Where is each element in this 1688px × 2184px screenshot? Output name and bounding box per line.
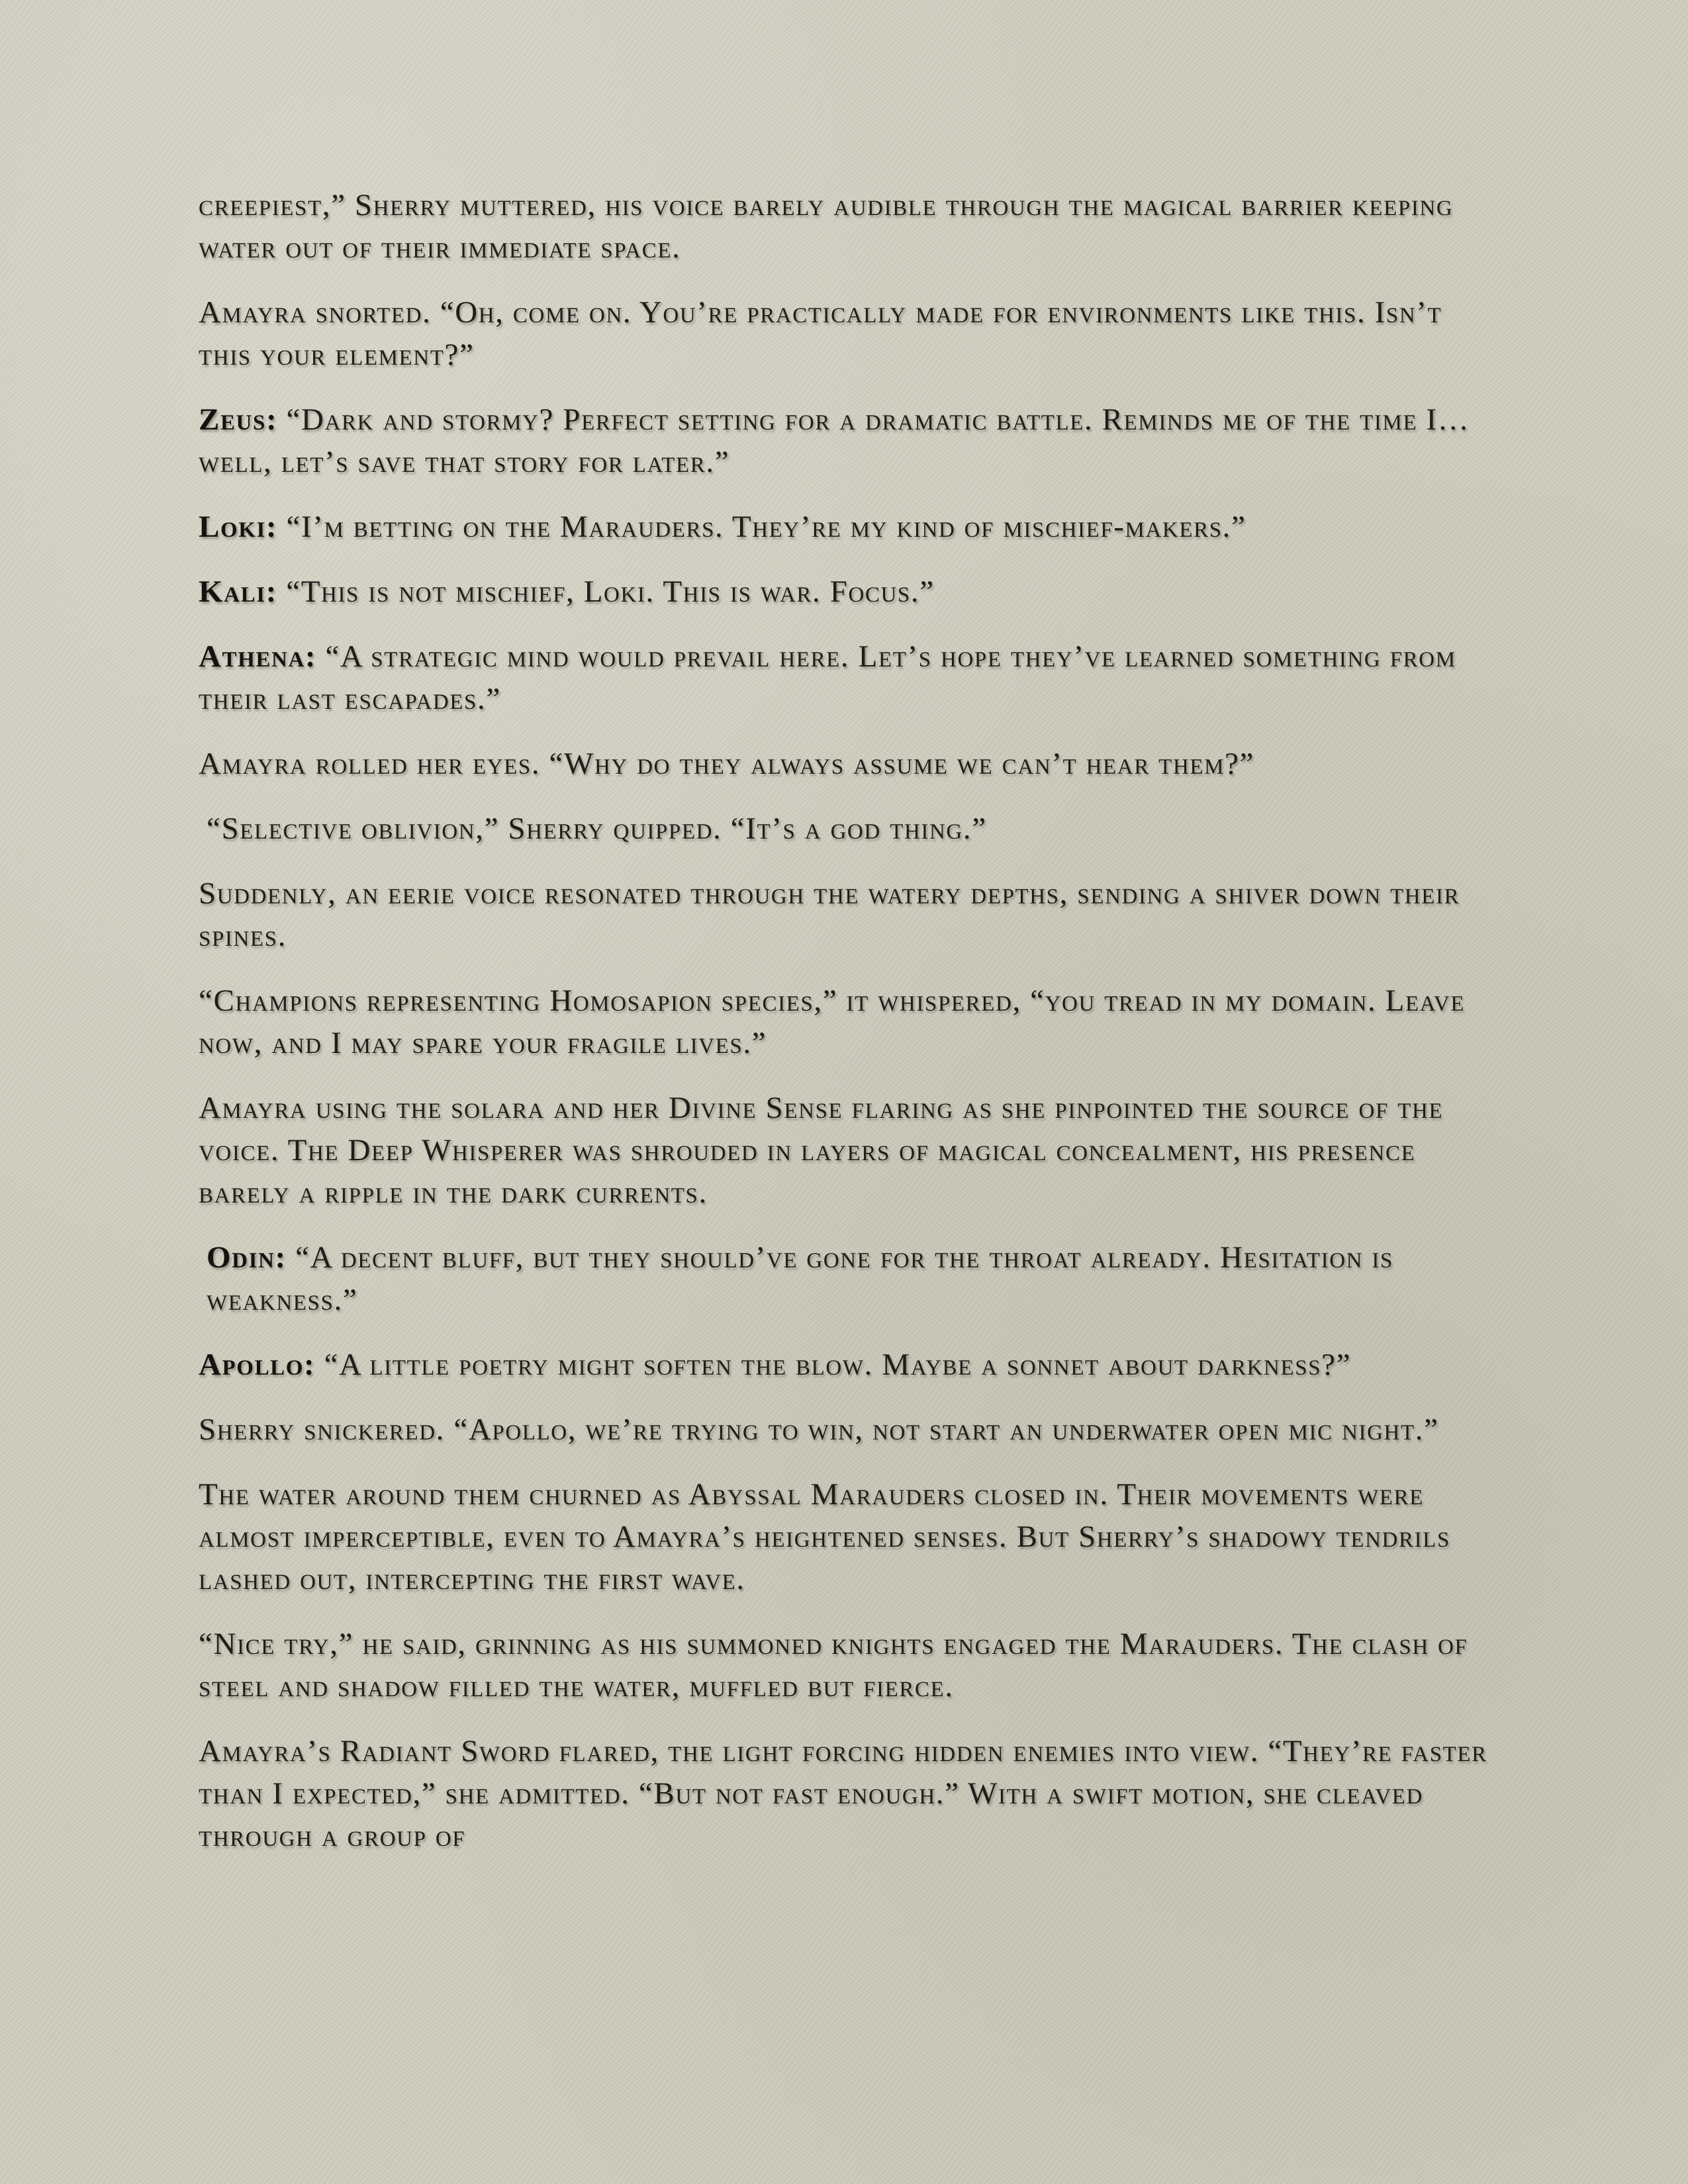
dialogue-paragraph xyxy=(199,570,1496,613)
dialogue-paragraph xyxy=(199,506,1496,548)
paragraph: The water around them churned as Abyssal Marauders closed in. Their movements were almost imperceptible, even to Amayra’s heightened senses. But Sherry’s shadowy tendrils lashed out, intercepting the first wave. xyxy=(199,1477,1450,1596)
dialogue-paragraph xyxy=(199,398,1496,483)
paragraph: creepiest,” Sherry muttered, his voice barely audible through the magical barrier keeping water out of their immediate space. xyxy=(199,188,1454,265)
dialogue-text: “A little poetry might soften the blow. Maybe a sonnet about darkness?” xyxy=(315,1347,1352,1382)
speaker-name: Zeus: xyxy=(199,402,278,437)
paragraph: Amayra’s Radiant Sword flared, the light forcing hidden enemies into view. “They’re faster than I expected,” she admitted. “But not fast enough.” With a swift motion, she cleaved through a group of xyxy=(199,1734,1487,1853)
dialogue-text: “A decent bluff, but they should’ve gone for the throat already. Hesitation is weakness.” xyxy=(207,1240,1393,1317)
dialogue-text: “This is not mischief, Loki. This is war. Focus.” xyxy=(277,574,935,609)
paragraph: Amayra rolled her eyes. “Why do they always assume we can’t hear them?” xyxy=(199,747,1254,781)
page-body xyxy=(199,184,1496,1880)
dialogue-text: “Dark and stormy? Perfect setting for a dramatic battle. Reminds me of the time I… well, let’s save that story for later.” xyxy=(199,402,1470,479)
speaker-name: Athena: xyxy=(199,639,317,674)
paragraph: “Nice try,” he said, grinning as his summoned knights engaged the Marauders. The clash of steel and shadow filled the water, muffled but fierce. xyxy=(199,1627,1468,1704)
paragraph: Amayra snorted. “Oh, come on. You’re practically made for environments like this. Isn’t this your element?” xyxy=(199,295,1442,372)
paragraph: “Champions representing Homosapion species,” it whispered, “you tread in my domain. Leave now, and I may spare your fragile lives.” xyxy=(199,983,1466,1060)
dialogue-paragraph xyxy=(199,1343,1496,1386)
dialogue-paragraph xyxy=(199,1236,1496,1321)
paragraph: “Selective oblivion,” Sherry quipped. “It’s a god thing.” xyxy=(207,811,987,846)
dialogue-text: “I’m betting on the Marauders. They’re my kind of mischief-makers.” xyxy=(277,510,1246,544)
dialogue-paragraph xyxy=(199,635,1496,720)
speaker-name: Kali: xyxy=(199,574,277,609)
paragraph: Suddenly, an eerie voice resonated through the watery depths, sending a shiver down their spines. xyxy=(199,876,1460,953)
speaker-name: Apollo: xyxy=(199,1347,316,1382)
dialogue-text: “A strategic mind would prevail here. Let’s hope they’ve learned something from their last escapades.” xyxy=(199,639,1456,716)
speaker-name: Odin: xyxy=(207,1240,287,1275)
speaker-name: Loki: xyxy=(199,510,278,544)
paragraph: Amayra using the solara and her Divine Sense flaring as she pinpointed the source of the voice. The Deep Whisperer was shrouded in layers of magical concealment, his presence barely a ripple in the dark currents. xyxy=(199,1091,1444,1210)
paragraph: Sherry snickered. “Apollo, we’re trying to win, not start an underwater open mic night.” xyxy=(199,1412,1439,1447)
